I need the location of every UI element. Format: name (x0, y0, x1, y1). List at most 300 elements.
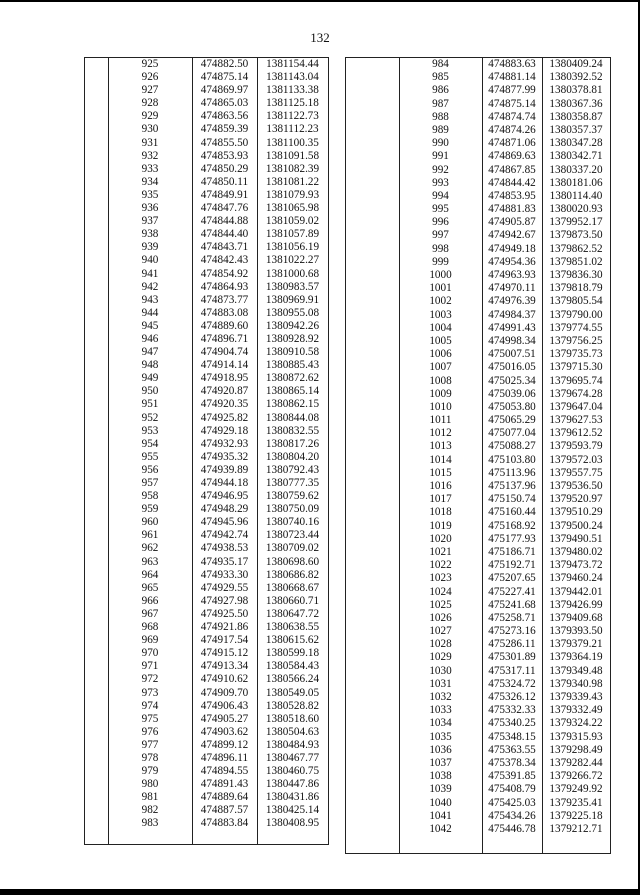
x-coordinate: 474913.34 (200, 660, 249, 673)
point-number: 971 (141, 660, 159, 673)
point-number: 980 (141, 778, 159, 791)
y-coordinate: 1380817.26 (265, 437, 320, 450)
y-coordinate: 1381056.19 (265, 241, 320, 254)
point-number: 936 (141, 202, 159, 215)
point-number: 966 (141, 594, 159, 607)
point-number: 1006 (429, 348, 452, 361)
y-coordinate: 1380615.62 (265, 634, 320, 647)
point-number: 993 (432, 176, 449, 189)
x-coordinate: 474854.92 (200, 267, 249, 280)
table-row (85, 202, 328, 215)
point-number: 925 (141, 58, 159, 70)
table-row (85, 595, 328, 608)
y-coordinate: 1380638.55 (265, 621, 320, 634)
point-number: 937 (141, 215, 159, 228)
x-coordinate: 474875.14 (200, 71, 249, 84)
x-coordinate: 474896.11 (200, 751, 249, 764)
table-row (85, 346, 328, 359)
table-row (346, 203, 610, 216)
y-coordinate: 1379442.01 (549, 585, 603, 598)
x-coordinate: 474976.39 (488, 295, 536, 308)
table-row (346, 744, 610, 757)
table-row (346, 229, 610, 242)
point-number: 987 (432, 97, 449, 110)
y-coordinate: 1379473.72 (549, 559, 603, 572)
y-coordinate: 1380686.82 (265, 568, 320, 581)
y-coordinate: 1380872.62 (265, 372, 320, 385)
y-coordinate: 1380777.35 (265, 477, 320, 489)
point-number: 991 (432, 150, 449, 163)
point-number: 934 (141, 175, 159, 188)
table-row (346, 98, 610, 111)
table-row (85, 176, 328, 189)
x-coordinate: 474896.71 (200, 332, 249, 345)
x-coordinate: 474917.54 (200, 634, 249, 647)
table-row (346, 691, 610, 704)
y-coordinate: 1379379.21 (549, 638, 603, 651)
y-coordinate: 1379873.50 (549, 229, 603, 242)
y-coordinate: 1380740.16 (265, 516, 320, 529)
point-number: 946 (141, 332, 159, 345)
y-coordinate: 1379520.97 (549, 493, 603, 506)
x-coordinate: 475340.25 (488, 717, 536, 730)
point-number: 1033 (429, 704, 452, 717)
point-number: 969 (141, 634, 159, 647)
y-coordinate: 1380862.15 (265, 398, 320, 411)
table-row (85, 385, 328, 398)
y-coordinate: 1379627.53 (549, 414, 603, 427)
x-coordinate: 474847.76 (200, 202, 249, 215)
point-number: 1004 (429, 321, 452, 334)
table-row (85, 490, 328, 503)
y-coordinate: 1379235.41 (549, 796, 603, 809)
x-coordinate: 475301.89 (488, 651, 536, 664)
table-row (85, 817, 328, 830)
x-coordinate: 475007.51 (488, 348, 536, 361)
point-number: 953 (141, 424, 159, 437)
point-number: 926 (141, 71, 159, 84)
point-number: 1009 (429, 387, 452, 400)
point-number: 1005 (429, 334, 452, 347)
x-coordinate: 475425.03 (488, 796, 536, 809)
y-coordinate: 1380566.24 (265, 673, 320, 686)
point-number: 1000 (429, 269, 452, 281)
point-number: 975 (141, 712, 159, 725)
table-row (85, 359, 328, 372)
table-row (85, 791, 328, 804)
table-row (85, 464, 328, 477)
point-number: 1038 (429, 770, 452, 783)
y-coordinate: 1380409.24 (549, 58, 603, 70)
x-coordinate: 474921.86 (200, 621, 249, 634)
point-number: 978 (141, 751, 159, 764)
point-number: 964 (141, 568, 159, 581)
point-number: 945 (141, 319, 159, 332)
table-row (85, 137, 328, 150)
point-number: 940 (141, 254, 159, 267)
point-number: 1030 (429, 664, 452, 677)
point-number: 956 (141, 463, 159, 476)
x-coordinate: 475137.96 (488, 480, 536, 492)
x-coordinate: 474905.27 (200, 712, 249, 725)
y-coordinate: 1379298.49 (549, 743, 603, 756)
x-coordinate: 474894.55 (200, 765, 249, 778)
table-row (346, 770, 610, 783)
table-row (85, 307, 328, 320)
point-number: 944 (141, 306, 159, 319)
table-row (346, 586, 610, 599)
y-coordinate: 1380668.67 (265, 581, 320, 594)
point-number: 1016 (429, 480, 452, 492)
point-number: 1029 (429, 651, 452, 664)
y-coordinate: 1380584.43 (265, 660, 320, 673)
x-coordinate: 474875.14 (488, 97, 536, 110)
point-number: 959 (141, 503, 159, 516)
point-number: 1012 (429, 427, 452, 440)
x-coordinate: 475332.33 (488, 704, 536, 717)
x-coordinate: 475039.06 (488, 387, 536, 400)
x-coordinate: 475446.78 (488, 822, 536, 835)
point-number: 933 (141, 162, 159, 175)
y-coordinate: 1379851.02 (549, 255, 603, 268)
point-number: 939 (141, 241, 159, 254)
y-coordinate: 1380447.86 (265, 778, 320, 791)
table-row (346, 190, 610, 203)
point-number: 930 (141, 123, 159, 136)
x-coordinate: 474933.30 (200, 568, 249, 581)
x-coordinate: 474891.43 (200, 778, 249, 791)
y-coordinate: 1380647.72 (265, 607, 320, 620)
table-row (346, 797, 610, 810)
x-coordinate: 474873.77 (200, 293, 249, 306)
y-coordinate: 1380832.55 (265, 424, 320, 437)
y-coordinate: 1381112.23 (266, 123, 319, 136)
table-row (346, 467, 610, 480)
table-row (85, 739, 328, 752)
x-coordinate: 474850.29 (200, 162, 249, 175)
table-row (346, 348, 610, 361)
x-coordinate: 474984.37 (488, 308, 536, 321)
y-coordinate: 1379774.55 (549, 321, 603, 334)
table-row (346, 111, 610, 124)
x-coordinate: 474944.18 (200, 477, 249, 489)
x-coordinate: 474946.95 (200, 490, 249, 503)
x-coordinate: 474954.36 (488, 255, 536, 268)
y-coordinate: 1380723.44 (265, 529, 320, 542)
point-number: 1014 (429, 453, 452, 466)
table-row (346, 638, 610, 651)
y-coordinate: 1379805.54 (549, 295, 603, 308)
point-number: 1015 (429, 466, 452, 479)
y-coordinate: 1379409.68 (549, 611, 603, 624)
table-row (346, 533, 610, 546)
y-coordinate: 1380969.91 (265, 293, 320, 306)
table-row (346, 599, 610, 612)
point-number: 957 (141, 477, 159, 489)
x-coordinate: 474871.06 (488, 137, 536, 150)
x-coordinate: 474844.88 (200, 215, 249, 228)
x-coordinate: 474920.35 (200, 398, 249, 411)
point-number: 950 (141, 385, 159, 398)
point-number: 992 (432, 163, 449, 176)
point-number: 1031 (429, 677, 452, 690)
point-number: 954 (141, 437, 159, 450)
point-number: 1024 (429, 585, 452, 598)
x-coordinate: 475053.80 (488, 400, 536, 413)
y-coordinate: 1381000.68 (265, 267, 320, 280)
table-row (85, 503, 328, 516)
x-coordinate: 475348.15 (488, 730, 536, 743)
coordinates-table-left (84, 57, 329, 845)
y-coordinate: 1380378.81 (549, 84, 603, 97)
table-row (346, 757, 610, 770)
x-coordinate: 475177.93 (488, 532, 536, 545)
table-row (346, 335, 610, 348)
y-coordinate: 1380983.57 (265, 280, 320, 293)
coordinates-table-right (345, 57, 611, 854)
table-row (346, 71, 610, 84)
table-row (346, 401, 610, 414)
table-row (346, 375, 610, 388)
y-coordinate: 1379836.30 (549, 269, 603, 281)
table-row (85, 726, 328, 739)
point-number: 998 (432, 242, 449, 255)
table-row (346, 177, 610, 190)
y-coordinate: 1380865.14 (265, 385, 320, 398)
point-number: 988 (432, 110, 449, 123)
x-coordinate: 475168.92 (488, 519, 536, 532)
x-coordinate: 474883.63 (488, 58, 536, 70)
y-coordinate: 1380342.71 (549, 150, 603, 163)
table-row (85, 477, 328, 490)
y-coordinate: 1379572.03 (549, 453, 603, 466)
y-coordinate: 1379862.52 (549, 242, 603, 255)
point-number: 1027 (429, 625, 452, 638)
x-coordinate: 474945.96 (200, 516, 249, 529)
point-number: 1008 (429, 374, 452, 387)
table-row (346, 282, 610, 295)
x-coordinate: 474929.18 (200, 424, 249, 437)
point-number: 931 (141, 136, 159, 149)
x-coordinate: 475286.11 (488, 638, 536, 651)
y-coordinate: 1379735.73 (549, 348, 603, 361)
y-coordinate: 1381122.73 (266, 110, 319, 123)
table-row (85, 268, 328, 281)
y-coordinate: 1379536.50 (549, 480, 603, 492)
table-row (346, 572, 610, 585)
x-coordinate: 474963.93 (488, 269, 536, 281)
point-number: 955 (141, 450, 159, 463)
x-coordinate: 474910.62 (200, 673, 249, 686)
table-row (85, 660, 328, 673)
x-coordinate: 475273.16 (488, 625, 536, 638)
x-coordinate: 474932.93 (200, 437, 249, 450)
table-row (85, 281, 328, 294)
point-number: 1042 (429, 822, 452, 835)
table-row (85, 84, 328, 97)
y-coordinate: 1380357.37 (549, 123, 603, 136)
point-number: 965 (141, 581, 159, 594)
table-row (346, 651, 610, 664)
point-number: 983 (141, 817, 159, 830)
y-coordinate: 1380358.87 (549, 110, 603, 123)
table-row (85, 569, 328, 582)
table-row (346, 84, 610, 97)
table-row (85, 634, 328, 647)
point-number: 1011 (429, 414, 452, 427)
table-row (346, 322, 610, 335)
y-coordinate: 1379315.93 (549, 730, 603, 743)
scan-border-top (0, 0, 640, 2)
table-row (346, 493, 610, 506)
table-row (85, 163, 328, 176)
page-number: 132 (310, 30, 330, 45)
y-coordinate: 1380804.20 (265, 450, 320, 463)
point-number: 985 (432, 71, 449, 84)
x-coordinate: 474844.40 (200, 228, 249, 241)
table-row (85, 673, 328, 686)
x-coordinate: 474863.56 (200, 110, 249, 123)
y-coordinate: 1381091.58 (265, 149, 320, 162)
y-coordinate: 1381057.89 (265, 228, 320, 241)
x-coordinate: 475025.34 (488, 374, 536, 387)
x-coordinate: 474849.91 (200, 188, 249, 201)
table-row (346, 427, 610, 440)
x-coordinate: 475016.05 (488, 361, 536, 374)
y-coordinate: 1379952.17 (549, 216, 603, 229)
y-coordinate: 1380114.40 (549, 189, 603, 202)
x-coordinate: 475150.74 (488, 493, 536, 506)
y-coordinate: 1381154.44 (266, 58, 319, 70)
table-row (346, 480, 610, 493)
y-coordinate: 1379332.49 (549, 704, 603, 717)
point-number: 949 (141, 372, 159, 385)
table-row (85, 123, 328, 136)
table-row (346, 388, 610, 401)
x-coordinate: 474842.43 (200, 254, 249, 267)
x-coordinate: 475408.79 (488, 783, 536, 796)
x-coordinate: 474889.60 (200, 319, 249, 332)
y-coordinate: 1380467.77 (265, 751, 320, 764)
point-number: 1020 (429, 532, 452, 545)
y-coordinate: 1381133.38 (266, 84, 319, 97)
y-coordinate: 1379364.19 (549, 651, 603, 664)
table-row (85, 254, 328, 267)
table-row (85, 608, 328, 621)
x-coordinate: 474914.14 (200, 359, 249, 372)
table-row (85, 71, 328, 84)
point-number: 977 (141, 738, 159, 751)
point-number: 948 (141, 359, 159, 372)
y-coordinate: 1380844.08 (265, 411, 320, 424)
y-coordinate: 1380518.60 (265, 712, 320, 725)
y-coordinate: 1381081.22 (265, 175, 320, 188)
x-coordinate: 474929.55 (200, 581, 249, 594)
x-coordinate: 474998.34 (488, 334, 536, 347)
table-row (85, 451, 328, 464)
x-coordinate: 474939.89 (200, 463, 249, 476)
point-number: 984 (432, 58, 449, 70)
x-coordinate: 475077.04 (488, 427, 536, 440)
x-coordinate: 474855.50 (200, 136, 249, 149)
x-coordinate: 474883.84 (200, 817, 249, 830)
table-row (346, 612, 610, 625)
point-number: 1022 (429, 559, 452, 572)
x-coordinate: 475207.65 (488, 572, 536, 585)
point-number: 1025 (429, 598, 452, 611)
table-row (346, 309, 610, 322)
table-row (85, 621, 328, 634)
table-row (85, 294, 328, 307)
x-coordinate: 474869.97 (200, 84, 249, 97)
x-coordinate: 474883.08 (200, 306, 249, 319)
point-number: 927 (141, 84, 159, 97)
table-row (346, 414, 610, 427)
y-coordinate: 1380549.05 (265, 686, 320, 699)
y-coordinate: 1380599.18 (265, 647, 320, 660)
table-rows (346, 58, 610, 836)
y-coordinate: 1379612.52 (549, 427, 603, 440)
point-number: 952 (141, 411, 159, 424)
table-row (346, 678, 610, 691)
y-coordinate: 1379647.04 (549, 400, 603, 413)
point-number: 942 (141, 280, 159, 293)
point-number: 972 (141, 673, 159, 686)
y-coordinate: 1380425.14 (265, 804, 320, 817)
x-coordinate: 475088.27 (488, 440, 536, 453)
table-row (85, 542, 328, 555)
x-coordinate: 474942.67 (488, 229, 536, 242)
x-coordinate: 474918.95 (200, 372, 249, 385)
point-number: 963 (141, 555, 159, 568)
y-coordinate: 1379249.92 (549, 783, 603, 796)
point-number: 979 (141, 765, 159, 778)
point-number: 1001 (429, 282, 452, 295)
point-number: 986 (432, 84, 449, 97)
y-coordinate: 1380528.82 (265, 699, 320, 712)
x-coordinate: 474881.14 (488, 71, 536, 84)
table-row (85, 97, 328, 110)
table-row (346, 256, 610, 269)
y-coordinate: 1379460.24 (549, 572, 603, 585)
table-row (346, 783, 610, 796)
table-row (346, 810, 610, 823)
table-row (346, 665, 610, 678)
point-number: 1039 (429, 783, 452, 796)
table-row (346, 823, 610, 836)
y-coordinate: 1381082.39 (265, 162, 320, 175)
y-coordinate: 1380660.71 (265, 594, 320, 607)
y-coordinate: 1380460.75 (265, 765, 320, 778)
point-number: 1010 (429, 400, 452, 413)
table-row (85, 241, 328, 254)
y-coordinate: 1380337.20 (549, 163, 603, 176)
point-number: 1007 (429, 361, 452, 374)
x-coordinate: 474948.29 (200, 503, 249, 516)
point-number: 932 (141, 149, 159, 162)
table-row (346, 124, 610, 137)
x-coordinate: 474927.98 (200, 594, 249, 607)
x-coordinate: 474881.83 (488, 203, 536, 216)
point-number: 958 (141, 490, 159, 503)
x-coordinate: 474877.99 (488, 84, 536, 97)
table-row (85, 412, 328, 425)
point-number: 1003 (429, 308, 452, 321)
x-coordinate: 475434.26 (488, 809, 536, 822)
point-number: 976 (141, 725, 159, 738)
point-number: 1032 (429, 691, 452, 703)
table-row (85, 804, 328, 817)
